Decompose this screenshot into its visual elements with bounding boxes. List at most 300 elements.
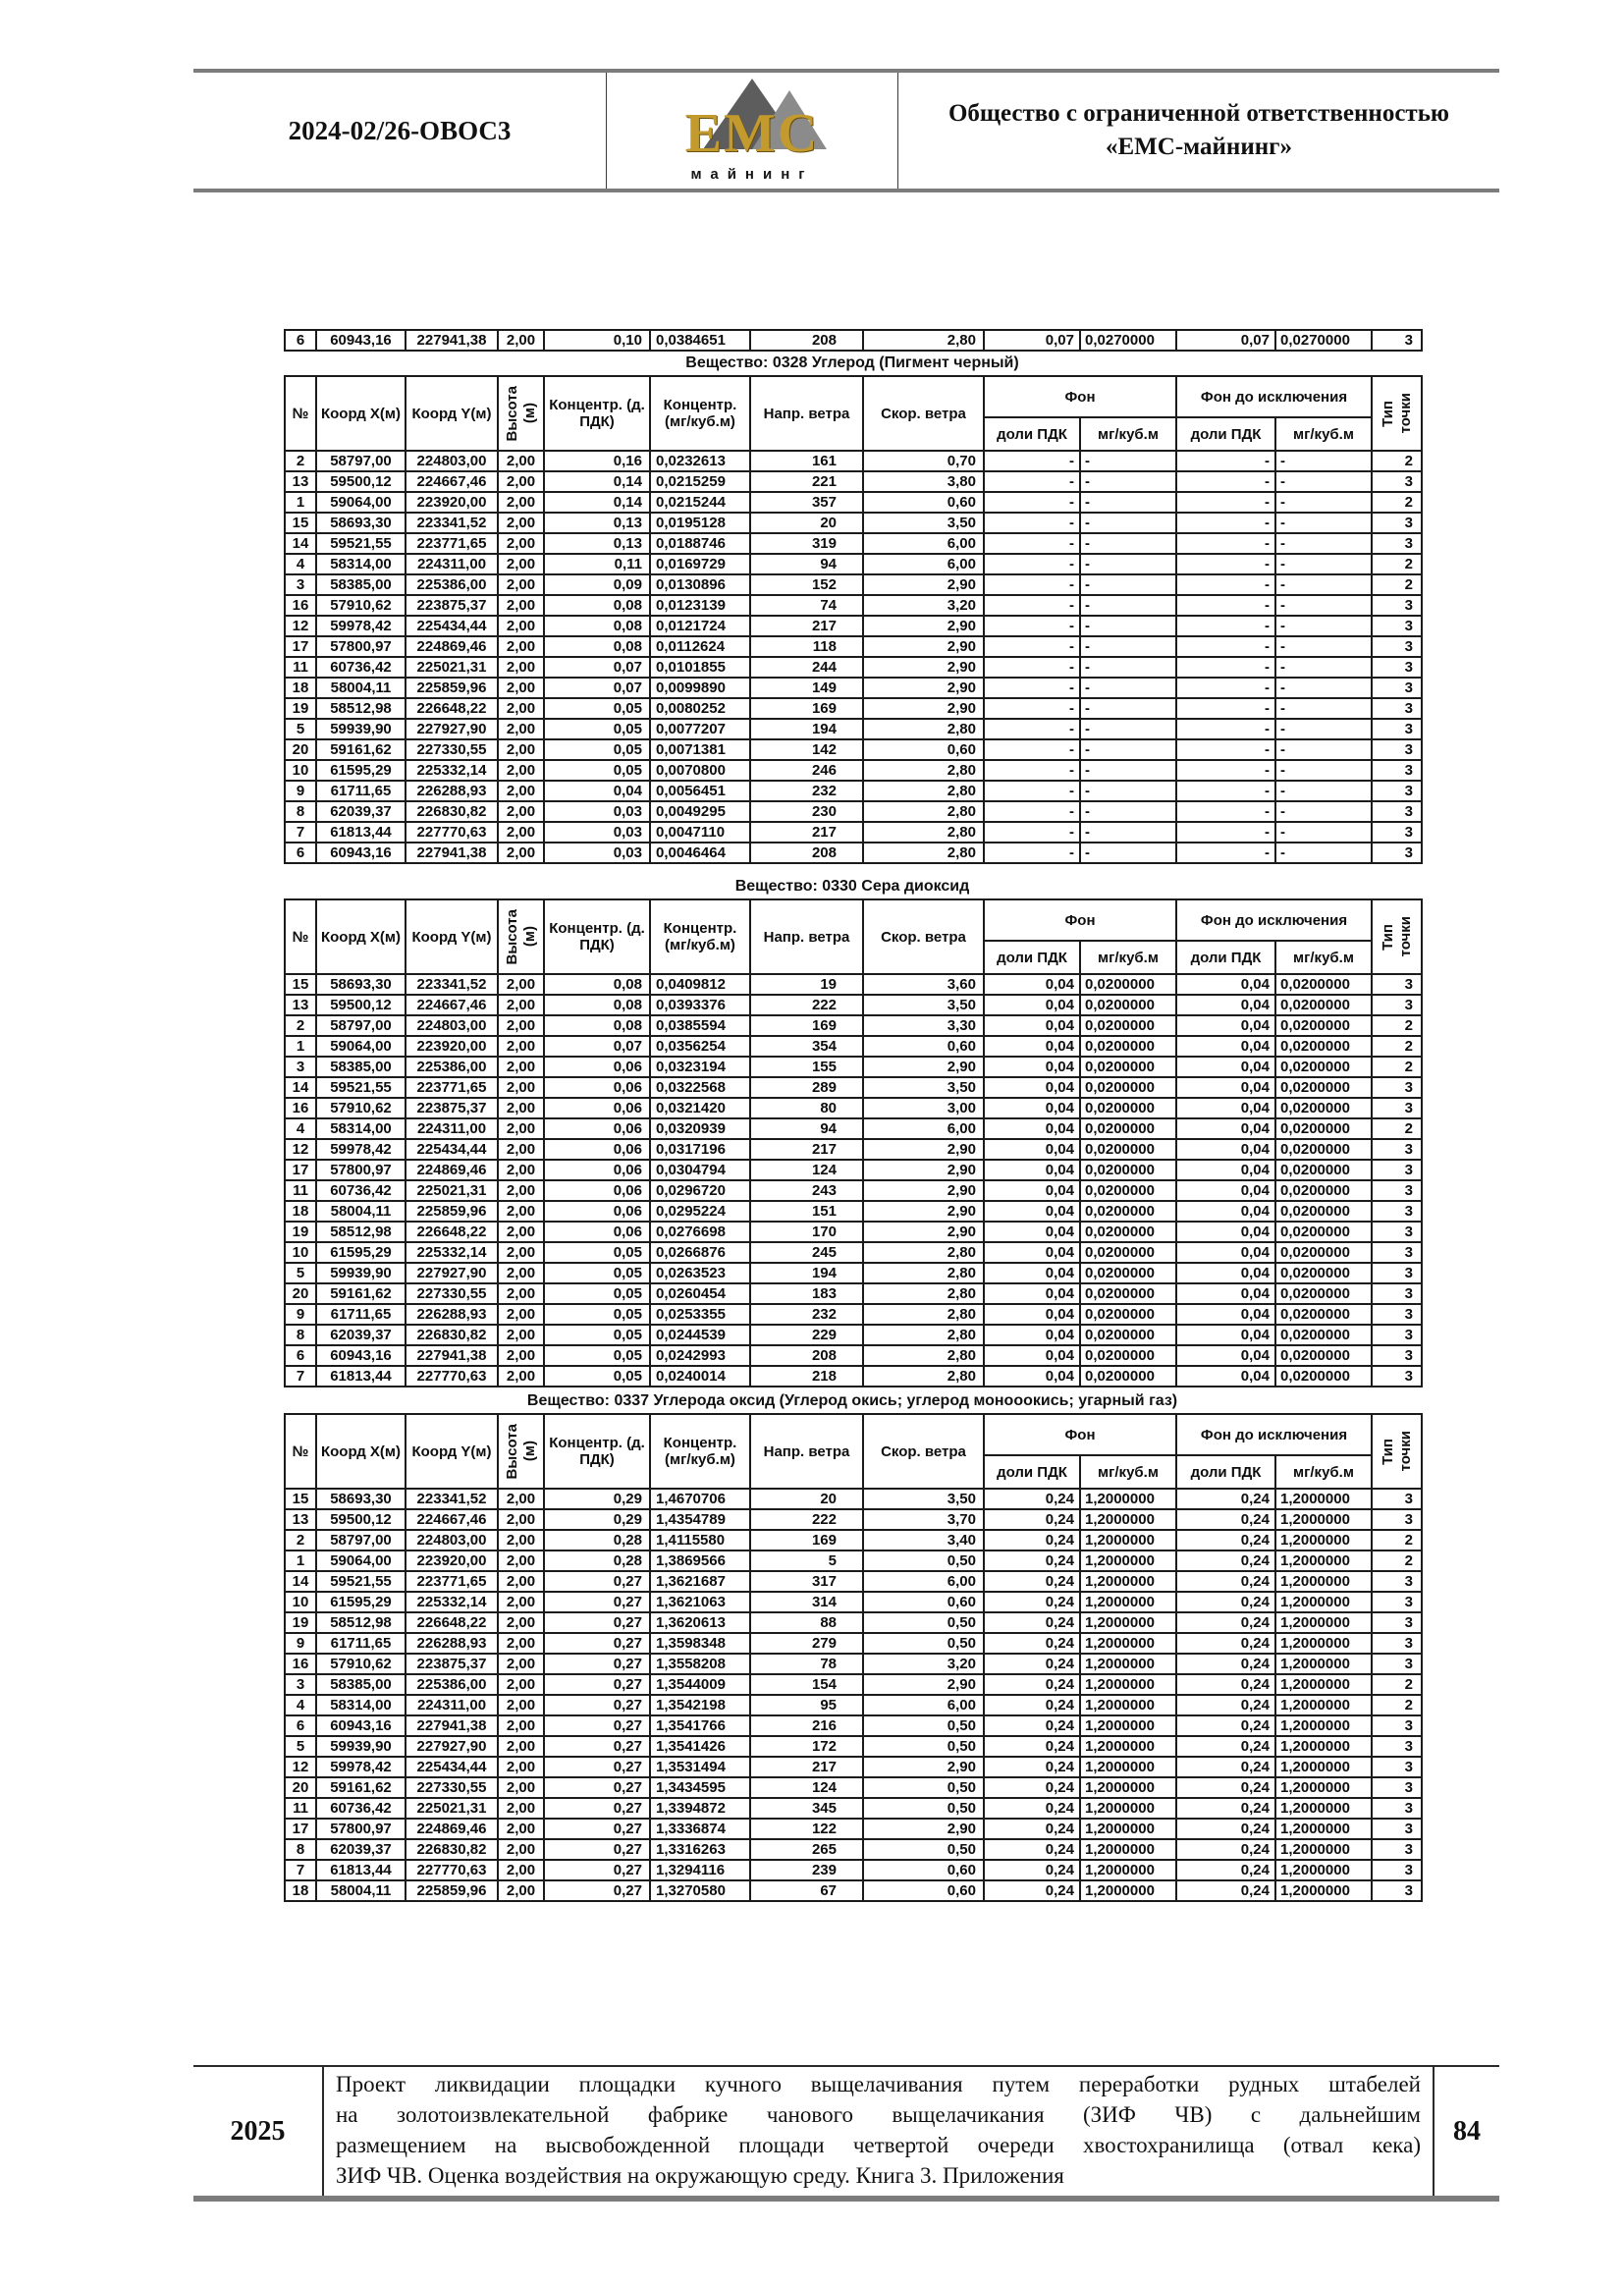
table-row (285, 1612, 1422, 1633)
cell: 61595,29 (316, 1242, 406, 1263)
cell: 94 (750, 554, 863, 574)
cell: 0,0200000 (1275, 995, 1372, 1015)
cell: 223341,52 (406, 513, 498, 533)
cell: 15 (285, 974, 316, 995)
substance-title-0337: Вещество: 0337 Углерода оксид (Углерод окись; углерод монооокись; угарный газ) (526, 1392, 1178, 1409)
cell: 3 (1372, 1839, 1422, 1860)
cell: 0,0356254 (650, 1036, 750, 1057)
cell: 1 (285, 1551, 316, 1571)
col-fon-mg: мг/куб.м (1080, 1455, 1176, 1489)
cell: 223920,00 (406, 492, 498, 513)
cell: 0,0195128 (650, 513, 750, 533)
cell: 0,24 (1176, 1571, 1275, 1592)
cell: - (1275, 739, 1372, 760)
cell: 61813,44 (316, 1860, 406, 1880)
cell: 227770,63 (406, 1366, 498, 1387)
table-row (285, 1571, 1422, 1592)
cell: 227927,90 (406, 1263, 498, 1283)
col-type-label: Тип (1380, 923, 1396, 951)
cell: 1,2000000 (1080, 1551, 1176, 1571)
cell: 80 (750, 1098, 863, 1118)
cell: - (1275, 636, 1372, 657)
cell: 0,50 (863, 1839, 984, 1860)
cell: - (984, 451, 1080, 471)
cell: 14 (285, 533, 316, 554)
cell: 1,2000000 (1275, 1612, 1372, 1633)
col-point-type (1372, 899, 1422, 974)
cell: - (1176, 513, 1275, 533)
cell: 0,27 (544, 1633, 650, 1654)
cell: 2 (1372, 1674, 1422, 1695)
cell: 0,0101855 (650, 657, 750, 678)
cell: 1,2000000 (1080, 1509, 1176, 1530)
cell: 0,0200000 (1080, 1283, 1176, 1304)
cell: 20 (750, 513, 863, 533)
cell: 2 (1372, 1551, 1422, 1571)
cell: 2,00 (498, 995, 544, 1015)
cell: 225332,14 (406, 1242, 498, 1263)
cell: - (1275, 595, 1372, 616)
carryover-body (285, 330, 1422, 351)
table-row (285, 1325, 1422, 1345)
cell: 225332,14 (406, 1592, 498, 1612)
cell: 225859,96 (406, 678, 498, 698)
cell: 17 (285, 1819, 316, 1839)
cell: 0,05 (544, 760, 650, 781)
cell: 0,11 (544, 554, 650, 574)
cell: 61711,65 (316, 1304, 406, 1325)
cell: 58797,00 (316, 1530, 406, 1551)
document-number: 2024-02/26-ОВОС3 (193, 73, 607, 189)
cell: 0,24 (984, 1777, 1080, 1798)
cell: 0,06 (544, 1118, 650, 1139)
cell: - (984, 657, 1080, 678)
cell: 0,24 (1176, 1695, 1275, 1715)
cell: 0,0200000 (1080, 1098, 1176, 1118)
table-row (285, 1695, 1422, 1715)
cell: 0,06 (544, 1139, 650, 1160)
cell: 3 (1372, 1201, 1422, 1222)
cell: - (1176, 492, 1275, 513)
cell: 0,24 (1176, 1509, 1275, 1530)
cell: 2,80 (863, 1242, 984, 1263)
cell: 3 (1372, 1612, 1422, 1633)
page-number: 84 (1453, 2115, 1481, 2147)
cell: 1,2000000 (1080, 1860, 1176, 1880)
cell: 1 (285, 492, 316, 513)
footer-line: Проект ликвидации площадки кучного выщелачивания путем переработки рудных штабелей (336, 2072, 1421, 2096)
cell: - (1176, 451, 1275, 471)
cell: 2,00 (498, 1736, 544, 1757)
cell: 3 (1372, 1757, 1422, 1777)
cell: 6,00 (863, 1118, 984, 1139)
cell: - (1275, 760, 1372, 781)
cell: 58004,11 (316, 1201, 406, 1222)
cell: - (1080, 554, 1176, 574)
cell: 10 (285, 1592, 316, 1612)
cell: 223771,65 (406, 1077, 498, 1098)
cell: 1,2000000 (1080, 1839, 1176, 1860)
cell: 0,0270000 (1080, 330, 1176, 351)
cell: 152 (750, 574, 863, 595)
cell: - (1275, 678, 1372, 698)
cell: 3 (1372, 1715, 1422, 1736)
cell: 0,50 (863, 1798, 984, 1819)
cell: 2,00 (498, 1715, 544, 1736)
cell: 7 (285, 822, 316, 843)
substance-table-0330 (284, 898, 1423, 1387)
cell: 18 (285, 678, 316, 698)
cell: 2,00 (498, 974, 544, 995)
cell: 0,0321420 (650, 1098, 750, 1118)
cell: 170 (750, 1222, 863, 1242)
cell: 0,04 (984, 1160, 1080, 1180)
cell: 2,90 (863, 616, 984, 636)
cell: 1,3394872 (650, 1798, 750, 1819)
company-name-line2: «ЕМС-майнинг» (1106, 134, 1292, 160)
cell: 2 (285, 451, 316, 471)
cell: - (1275, 616, 1372, 636)
cell: 3 (1372, 1139, 1422, 1160)
cell: 1,2000000 (1275, 1880, 1372, 1901)
cell: - (1176, 801, 1275, 822)
cell: 58385,00 (316, 1057, 406, 1077)
cell: 2,00 (498, 554, 544, 574)
cell: 232 (750, 781, 863, 801)
cell: 2,00 (498, 760, 544, 781)
cell: 0,0047110 (650, 822, 750, 843)
cell: 1,2000000 (1275, 1674, 1372, 1695)
cell: 0,50 (863, 1551, 984, 1571)
cell: 2,90 (863, 1819, 984, 1839)
cell: 2,00 (498, 1695, 544, 1715)
cell: - (1275, 574, 1372, 595)
cell: 0,0071381 (650, 739, 750, 760)
cell: 88 (750, 1612, 863, 1633)
cell: 217 (750, 822, 863, 843)
cell: - (1176, 719, 1275, 739)
cell: 1,3598348 (650, 1633, 750, 1654)
col-num: № (285, 899, 316, 974)
cell: 3 (1372, 739, 1422, 760)
cell: 2,00 (498, 1242, 544, 1263)
cell: 0,06 (544, 1057, 650, 1077)
cell: 59064,00 (316, 1036, 406, 1057)
cell: 0,0188746 (650, 533, 750, 554)
cell: 3 (1372, 1077, 1422, 1098)
cell: 2 (285, 1530, 316, 1551)
cell: 227330,55 (406, 1777, 498, 1798)
cell: 1,2000000 (1080, 1592, 1176, 1612)
cell: 2,00 (498, 1612, 544, 1633)
cell: 265 (750, 1839, 863, 1860)
table-row (285, 1551, 1422, 1571)
cell: 217 (750, 1757, 863, 1777)
col-height (498, 1414, 544, 1489)
cell: 224869,46 (406, 1160, 498, 1180)
cell: 194 (750, 719, 863, 739)
cell: 3,30 (863, 1015, 984, 1036)
table-row (285, 657, 1422, 678)
cell: 2,00 (498, 1180, 544, 1201)
cell: 225434,44 (406, 1139, 498, 1160)
page-header (193, 69, 1499, 192)
footer-project-description (324, 2067, 1435, 2196)
cell: 0,0200000 (1275, 1036, 1372, 1057)
col-type-label2: точки (1397, 916, 1414, 957)
cell: 0,04 (1176, 1180, 1275, 1201)
cell: 0,06 (544, 1222, 650, 1242)
cell: 19 (285, 1612, 316, 1633)
cell: 225021,31 (406, 657, 498, 678)
cell: - (1080, 801, 1176, 822)
cell: 0,0046464 (650, 843, 750, 863)
cell: 0,24 (1176, 1839, 1275, 1860)
cell: 0,27 (544, 1571, 650, 1592)
cell: 0,0266876 (650, 1242, 750, 1263)
table-row (285, 330, 1422, 351)
cell: 1,3541426 (650, 1736, 750, 1757)
cell: 2 (1372, 1057, 1422, 1077)
cell: - (984, 492, 1080, 513)
table-row (285, 1098, 1422, 1118)
cell: 0,24 (984, 1839, 1080, 1860)
cell: 3 (1372, 1345, 1422, 1366)
cell: 0,60 (863, 1036, 984, 1057)
cell: 0,50 (863, 1633, 984, 1654)
cell: 3,50 (863, 513, 984, 533)
cell: 225434,44 (406, 1757, 498, 1777)
footer-line: на золотоизвлекательной фабрике чанового выщелачикания (ЗИФ ЧВ) с дальнейшим (336, 2102, 1421, 2127)
cell: 0,0240014 (650, 1366, 750, 1387)
company-name (898, 73, 1499, 189)
cell: 172 (750, 1736, 863, 1757)
cell: 58385,00 (316, 1674, 406, 1695)
cell: 1,3869566 (650, 1551, 750, 1571)
cell: 0,0200000 (1275, 1057, 1372, 1077)
cell: - (1176, 574, 1275, 595)
cell: 169 (750, 1530, 863, 1551)
cell: 2,00 (498, 657, 544, 678)
substance-table-0337 (284, 1413, 1423, 1902)
table-row (285, 995, 1422, 1015)
table-row (285, 1118, 1422, 1139)
cell: 3 (1372, 1222, 1422, 1242)
col-height-label: Высота (504, 1423, 520, 1480)
cell: 0,04 (1176, 1036, 1275, 1057)
cell: 0,13 (544, 533, 650, 554)
col-wind-speed: Скор. ветра (863, 1414, 984, 1489)
cell: 1,3336874 (650, 1819, 750, 1839)
cell: 61711,65 (316, 781, 406, 801)
cell: 0,24 (984, 1736, 1080, 1757)
cell: 0,0200000 (1275, 1242, 1372, 1263)
cell: 0,05 (544, 719, 650, 739)
cell: 0,0253355 (650, 1304, 750, 1325)
cell: - (1275, 451, 1372, 471)
cell: 0,03 (544, 822, 650, 843)
cell: 2,00 (498, 595, 544, 616)
cell: 2 (1372, 1695, 1422, 1715)
cell: 0,0215259 (650, 471, 750, 492)
cell: 0,0384651 (650, 330, 750, 351)
cell: 0,14 (544, 492, 650, 513)
cell: 0,0304794 (650, 1160, 750, 1180)
table-row (285, 1777, 1422, 1798)
cell: 0,04 (1176, 1098, 1275, 1118)
cell: 0,24 (984, 1592, 1080, 1612)
cell: 0,0200000 (1275, 1325, 1372, 1345)
cell: - (984, 760, 1080, 781)
cell: 1,2000000 (1275, 1509, 1372, 1530)
cell: 0,0200000 (1080, 1036, 1176, 1057)
cell: 224869,46 (406, 1819, 498, 1839)
cell: - (1080, 451, 1176, 471)
table-row (285, 1036, 1422, 1057)
cell: - (1176, 698, 1275, 719)
cell: - (1275, 533, 1372, 554)
cell: 226830,82 (406, 801, 498, 822)
col-conc-mg: Концентр. (мг/куб.м) (650, 899, 750, 974)
cell: - (1176, 636, 1275, 657)
cell: 0,27 (544, 1654, 650, 1674)
cell: 0,0200000 (1275, 1077, 1372, 1098)
cell: 0,06 (544, 1098, 650, 1118)
cell: 245 (750, 1242, 863, 1263)
cell: 0,24 (984, 1654, 1080, 1674)
col-fonexcl-mg: мг/куб.м (1275, 941, 1372, 974)
cell: 58004,11 (316, 1880, 406, 1901)
cell: 222 (750, 995, 863, 1015)
cell: 118 (750, 636, 863, 657)
cell: 2,80 (863, 1283, 984, 1304)
cell: 0,04 (1176, 1160, 1275, 1180)
cell: 57910,62 (316, 595, 406, 616)
cell: 2,90 (863, 1222, 984, 1242)
cell: 60736,42 (316, 1180, 406, 1201)
cell: 2,80 (863, 330, 984, 351)
cell: 1,2000000 (1080, 1715, 1176, 1736)
cell: 217 (750, 1139, 863, 1160)
cell: 0,0200000 (1080, 1242, 1176, 1263)
col-conc-pdk: Концентр. (д. ПДК) (544, 1414, 650, 1489)
cell: 0,24 (984, 1695, 1080, 1715)
cell: - (1176, 781, 1275, 801)
cell: 0,05 (544, 1263, 650, 1283)
table-body-0337 (285, 1489, 1422, 1901)
cell: 1,2000000 (1080, 1674, 1176, 1695)
cell: 2,90 (863, 1057, 984, 1077)
cell: 14 (285, 1077, 316, 1098)
cell: 227941,38 (406, 1345, 498, 1366)
cell: 3 (1372, 1180, 1422, 1201)
cell: - (984, 843, 1080, 863)
cell: 0,04 (544, 781, 650, 801)
cell: 58693,30 (316, 974, 406, 995)
cell: 1 (285, 1036, 316, 1057)
table-row (285, 1592, 1422, 1612)
cell: 58797,00 (316, 1015, 406, 1036)
cell: 0,0200000 (1080, 1139, 1176, 1160)
cell: 59161,62 (316, 1777, 406, 1798)
cell: 3,00 (863, 1098, 984, 1118)
cell: 19 (285, 1222, 316, 1242)
cell: 2,00 (498, 471, 544, 492)
cell: 0,24 (984, 1674, 1080, 1695)
cell: 2,00 (498, 1325, 544, 1345)
cell: 0,60 (863, 1592, 984, 1612)
cell: 124 (750, 1777, 863, 1798)
cell: 3 (1372, 1633, 1422, 1654)
cell: 1,2000000 (1275, 1757, 1372, 1777)
cell: 16 (285, 1654, 316, 1674)
cell: 3 (1372, 330, 1422, 351)
cell: - (1080, 513, 1176, 533)
cell: 10 (285, 760, 316, 781)
cell: 59500,12 (316, 471, 406, 492)
cell: 3,60 (863, 974, 984, 995)
cell: 0,24 (1176, 1715, 1275, 1736)
cell: 12 (285, 616, 316, 636)
cell: 0,28 (544, 1530, 650, 1551)
cell: 0,0200000 (1275, 1366, 1372, 1387)
table-row (285, 1715, 1422, 1736)
cell: 0,24 (1176, 1777, 1275, 1798)
cell: 225021,31 (406, 1798, 498, 1819)
cell: 3,70 (863, 1509, 984, 1530)
cell: 0,29 (544, 1489, 650, 1509)
cell: 0,0200000 (1080, 1057, 1176, 1077)
cell: 0,24 (1176, 1592, 1275, 1612)
cell: 0,0200000 (1275, 1098, 1372, 1118)
cell: 2,00 (498, 1777, 544, 1798)
cell: - (1080, 719, 1176, 739)
cell: 13 (285, 995, 316, 1015)
cell: 0,0295224 (650, 1201, 750, 1222)
cell: 2,00 (498, 843, 544, 863)
cell: 1,2000000 (1275, 1654, 1372, 1674)
cell: 216 (750, 1715, 863, 1736)
cell: 0,27 (544, 1860, 650, 1880)
cell: 2,00 (498, 1118, 544, 1139)
cell: 0,0320939 (650, 1118, 750, 1139)
cell: 0,04 (984, 1118, 1080, 1139)
cell: 2 (285, 1015, 316, 1036)
cell: 3 (1372, 1860, 1422, 1880)
table-row (285, 843, 1422, 863)
cell: 0,05 (544, 1242, 650, 1263)
cell: 1,2000000 (1275, 1819, 1372, 1839)
cell: 2,00 (498, 1839, 544, 1860)
cell: 2,00 (498, 1798, 544, 1819)
cell: 0,0169729 (650, 554, 750, 574)
cell: - (984, 822, 1080, 843)
logo-box (649, 77, 855, 185)
col-fon-mg: мг/куб.м (1080, 417, 1176, 451)
cell: - (984, 636, 1080, 657)
cell: 223875,37 (406, 1654, 498, 1674)
table-row (285, 492, 1422, 513)
cell: - (1080, 616, 1176, 636)
cell: 2,00 (498, 1345, 544, 1366)
col-type-label2: точки (1397, 393, 1414, 434)
table-row (285, 1489, 1422, 1509)
cell: 1,3621687 (650, 1571, 750, 1592)
cell: 0,0200000 (1080, 1345, 1176, 1366)
cell: 0,0323194 (650, 1057, 750, 1077)
cell: 239 (750, 1860, 863, 1880)
cell: 0,0200000 (1275, 1345, 1372, 1366)
